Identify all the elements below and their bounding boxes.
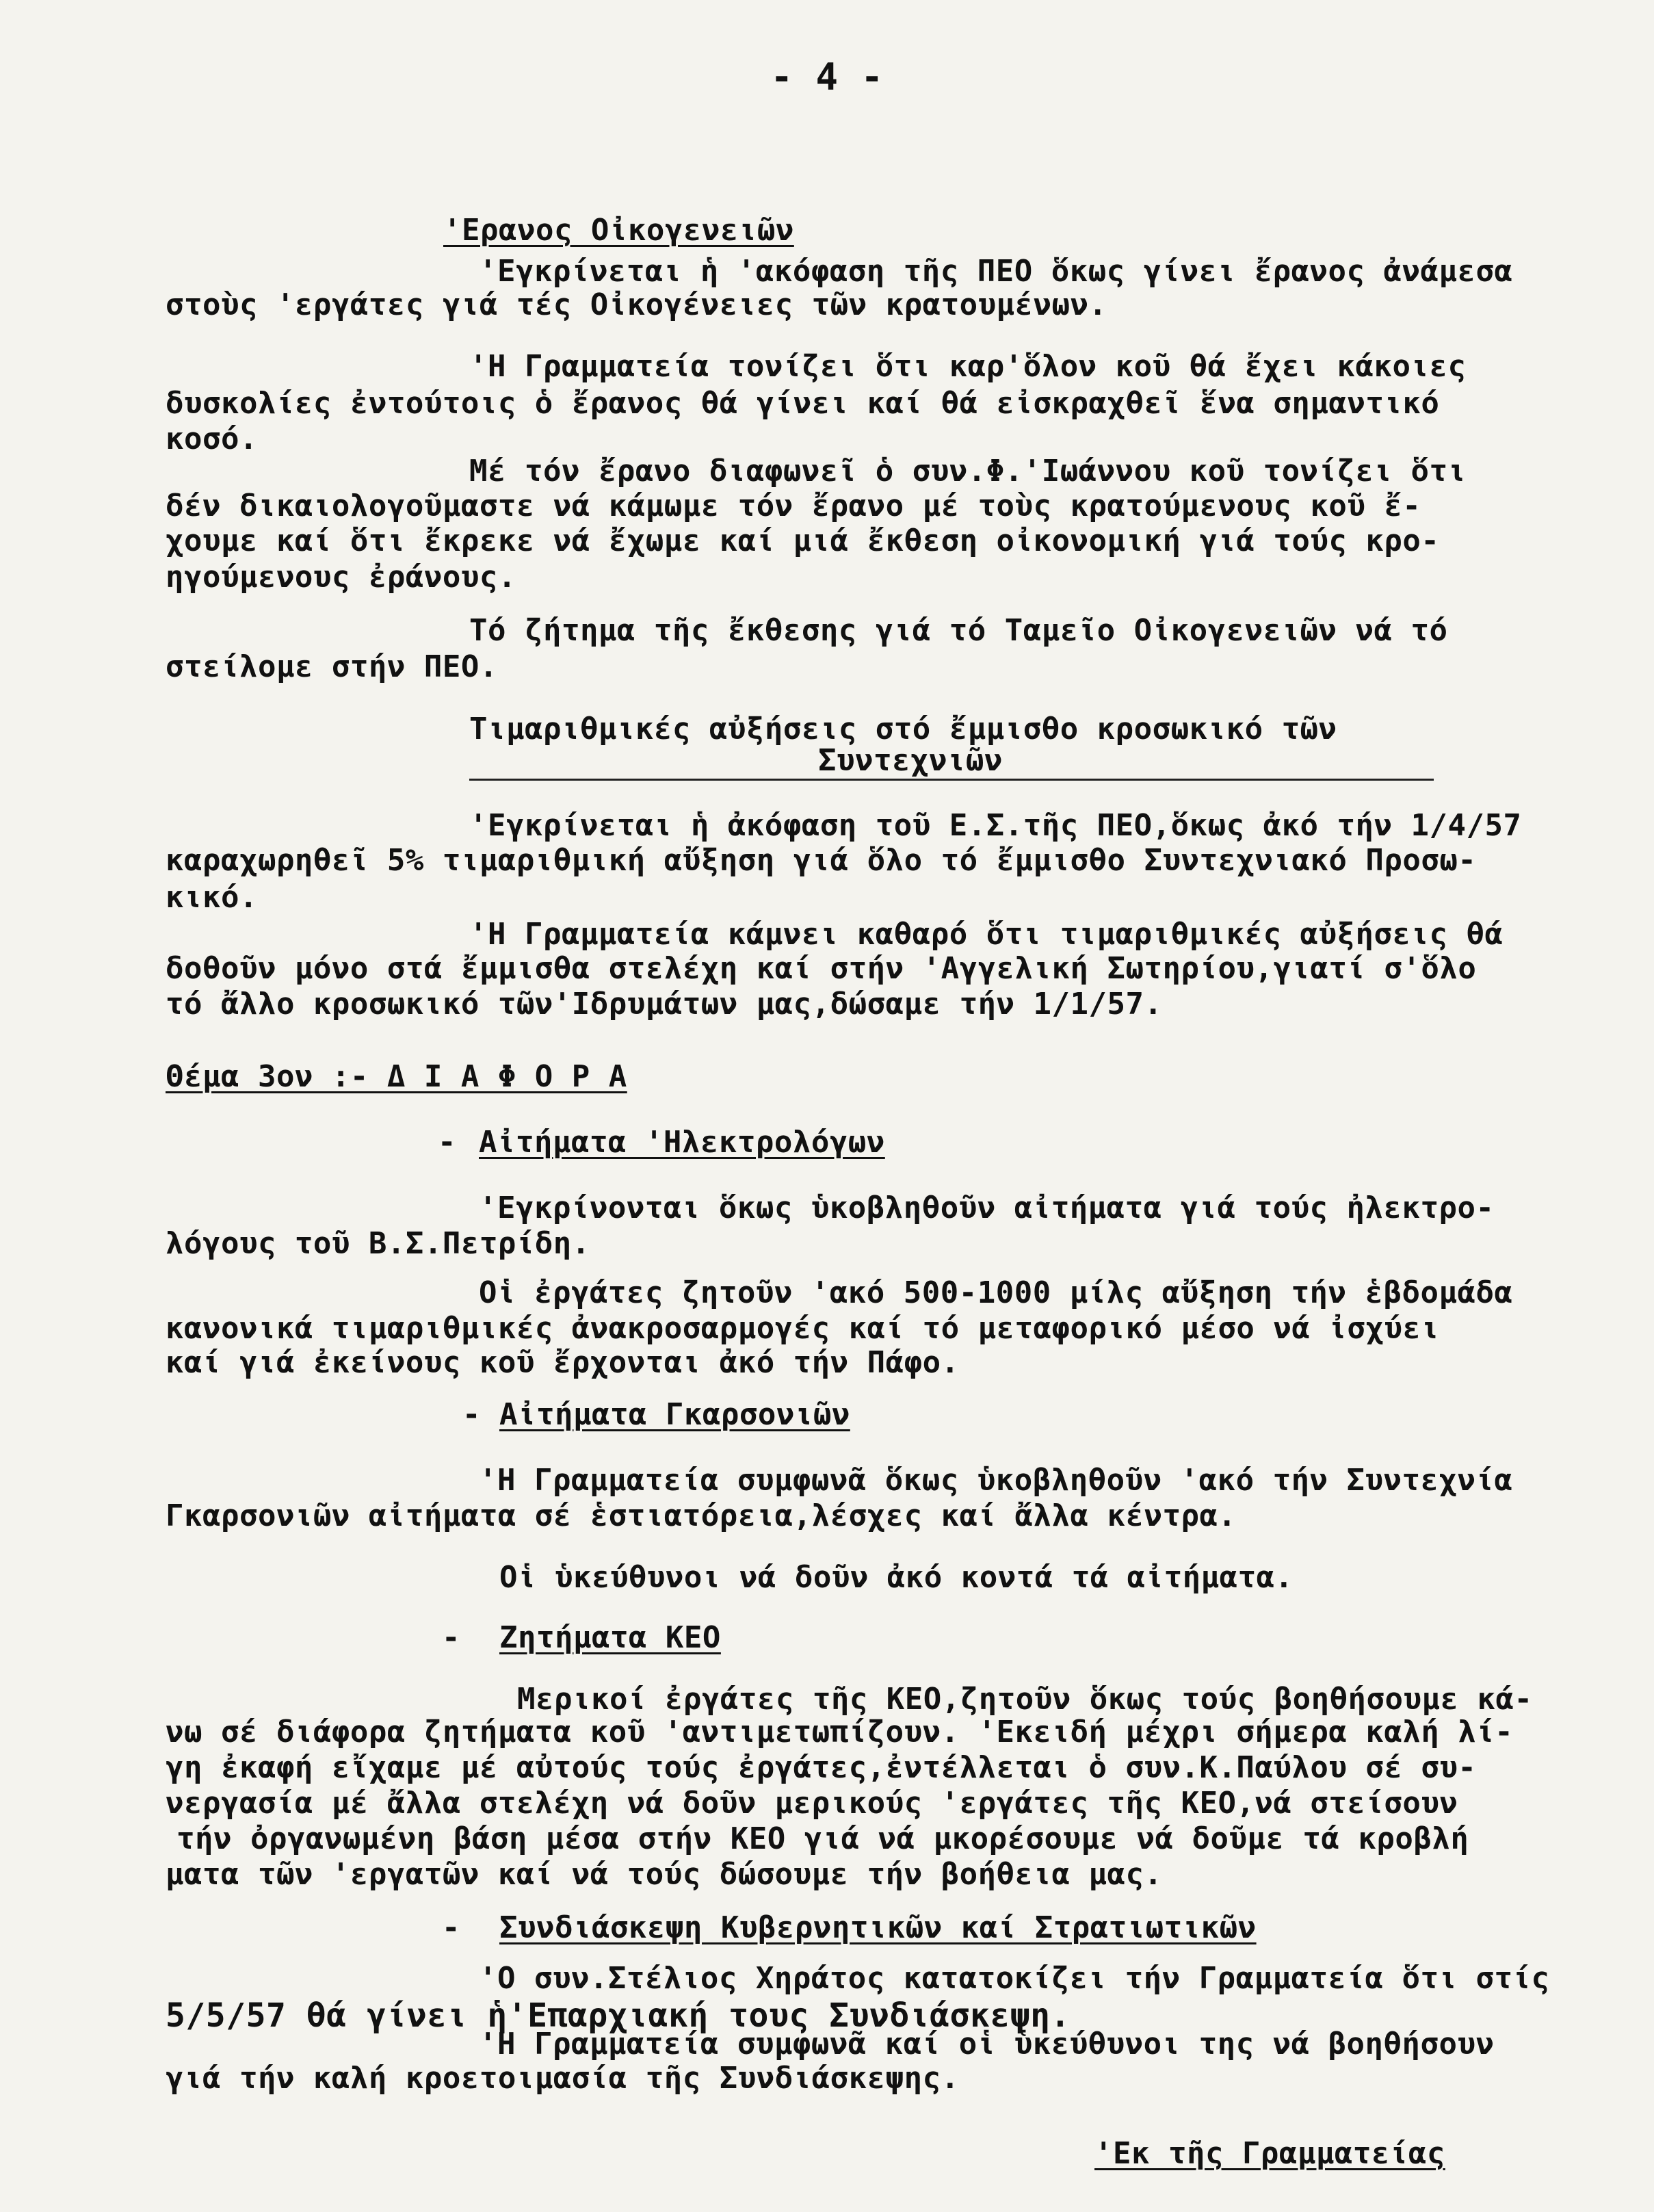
heading-underline — [469, 779, 1434, 781]
text-line: δοθοῦν μόνο στά ἔμμισθα στελέχη καί στήν 'Αγγελική Σωτηρίου,γιατί σ'ὅλο — [166, 951, 1477, 986]
dash-bullet: - — [442, 1910, 460, 1945]
text-line: Μέ τόν ἔρανο διαφωνεῖ ὁ συν.Φ.'Ιωάννου κοῦ τονίζει ὅτι — [469, 454, 1467, 489]
text-line: 'Εγκρίνεται ἡ 'ακόφαση τῆς ΠΕΟ ὅκως γίνει ἔρανος ἀνάμεσα — [479, 254, 1513, 289]
text-line: Οἱ ἐργάτες ζητοῦν 'ακό 500-1000 μίλς αὔξηση τήν ἑβδομάδα — [479, 1275, 1513, 1310]
signature-block: 'Εκ τῆς Γραμματείας — [1094, 2136, 1445, 2171]
section-heading-theme3: Θέμα 3ον :- Δ Ι Α Φ Ο Ρ Α — [166, 1059, 627, 1094]
text-line: γιά τήν καλή κροετοιμασία τῆς Συνδιάσκεψης. — [166, 2061, 960, 2096]
subheading-electricians: Αἰτήματα 'Ηλεκτρολόγων — [479, 1125, 885, 1160]
text-line: νεργασία μέ ἄλλα στελέχη νά δοῦν μερικούς 'εργάτες τῆς ΚΕΟ,νά στείσουν — [166, 1786, 1458, 1821]
text-line: τό ἄλλο κροσωκικό τῶν'Ιδρυμάτων μας,δώσαμε τήν 1/1/57. — [166, 987, 1163, 1022]
text-line: 'Η Γραμματεία τονίζει ὅτι καρ'ὅλον κοῦ θά ἔχει κάκοιες — [469, 349, 1467, 384]
text-line: λόγους τοῦ Β.Σ.Πετρίδη. — [166, 1226, 590, 1261]
subheading-keo: Ζητήματα ΚΕΟ — [499, 1620, 721, 1655]
text-line: γη ἐκαφή εἴχαμε μέ αὐτούς τούς ἐργάτες,ἐντέλλεται ὁ συν.Κ.Παύλου σέ συ- — [166, 1750, 1477, 1785]
text-line: κανονικά τιμαριθμικές ἀνακροσαρμογές καί τό μεταφορικό μέσο νά ἰσχύει — [166, 1311, 1440, 1346]
text-line: 'Εγκρίνονται ὅκως ὑκοβληθοῦν αἰτήματα γιά τούς ἠλεκτρο- — [479, 1190, 1495, 1225]
text-line: ματα τῶν 'εργατῶν καί νά τούς δώσουμε τήν βοήθεια μας. — [166, 1857, 1163, 1892]
text-line: Οἱ ὑκεύθυνοι νά δοῦν ἀκό κοντά τά αἰτήματα. — [499, 1560, 1294, 1595]
dash-bullet: - — [438, 1125, 456, 1160]
section-heading-eranos: 'Ερανος Οἰκογενειῶν — [443, 213, 794, 248]
dash-bullet: - — [442, 1620, 460, 1655]
text-line: 'Η Γραμματεία συμφωνᾶ ὅκως ὑκοβληθοῦν 'ακό τήν Συντεχνία — [479, 1463, 1513, 1498]
text-line: 'Ο συν.Στέλιος Χηράτος κατατοκίζει τήν Γραμματεία ὅτι στίς — [479, 1961, 1550, 1996]
subheading-waiters: Αἰτήματα Γκαρσονιῶν — [499, 1397, 850, 1432]
text-line: στοὺς 'εργάτες γιά τές Οἰκογένειες τῶν κρατουμένων. — [166, 287, 1107, 322]
text-line: ηγούμενους ἐράνους. — [166, 560, 516, 595]
text-line: δέν δικαιολογοῦμαστε νά κάμωμε τόν ἔρανο μέ τοὺς κρατούμενους κοῦ ἔ- — [166, 489, 1421, 523]
text-line: κικό. — [166, 880, 258, 915]
page-number: - 4 - — [770, 55, 884, 99]
text-line: τήν ὀργανωμένη βάση μέσα στήν ΚΕΟ γιά νά μκορέσουμε νά δοῦμε τά κροβλή — [176, 1821, 1469, 1856]
text-line: κοσό. — [166, 421, 258, 456]
subheading-conference: Συνδιάσκεψη Κυβερνητικῶν καί Στρατιωτικῶν — [499, 1910, 1257, 1945]
text-line: 'Η Γραμματεία κάμνει καθαρό ὅτι τιμαριθμικές αὐξήσεις θά — [469, 917, 1504, 952]
text-line: Μερικοί ἐργάτες τῆς ΚΕΟ,ζητοῦν ὅκως τούς βοηθήσουμε κά- — [517, 1682, 1533, 1717]
text-line: Γκαρσονιῶν αἰτήματα σέ ἑστιατόρεια,λέσχες καί ἄλλα κέντρα. — [166, 1498, 1237, 1533]
text-line: δυσκολίες ἐντούτοις ὁ ἔρανος θά γίνει καί θά εἰσκραχθεῖ ἕνα σημαντικό — [166, 386, 1440, 421]
section-heading-salary-line2: Συντεχνιῶν — [818, 743, 1003, 778]
text-line: καί γιά ἐκείνους κοῦ ἔρχονται ἀκό τήν Πάφο. — [166, 1345, 960, 1380]
dash-bullet: - — [462, 1397, 481, 1432]
text-line: 'Η Γραμματεία συμφωνᾶ καί οἱ ὑκεύθυνοι της νά βοηθήσουν — [479, 2027, 1495, 2061]
text-line: νω σέ διάφορα ζητήματα κοῦ 'αντιμετωπίζουν. 'Εκειδή μέχρι σήμερα καλή λί- — [166, 1715, 1514, 1749]
text-line: 5/5/57 θά γίνει ἡ'Επαρχιακή τους Συνδιάσκεψη. — [166, 1996, 1071, 2035]
section-heading-salary-line1: Τιμαριθμικές αὐξήσεις στό ἔμμισθο κροσωκικό τῶν — [469, 712, 1337, 746]
text-line: Τό ζήτημα τῆς ἔκθεσης γιά τό Ταμεῖο Οἰκογενειῶν νά τό — [469, 613, 1448, 648]
text-line: στείλομε στήν ΠΕΟ. — [166, 649, 498, 684]
text-line: 'Εγκρίνεται ἡ ἀκόφαση τοῦ Ε.Σ.τῆς ΠΕΟ,ὅκως ἀκό τήν 1/4/57 — [469, 808, 1522, 843]
text-line: καραχωρηθεῖ 5% τιμαριθμική αὔξηση γιά ὅλο τό ἔμμισθο Συντεχνιακό Προσω- — [166, 843, 1477, 878]
text-line: χουμε καί ὅτι ἔκρεκε νά ἔχωμε καί μιά ἔκθεση οἰκονομική γιά τούς κρο- — [166, 523, 1440, 558]
